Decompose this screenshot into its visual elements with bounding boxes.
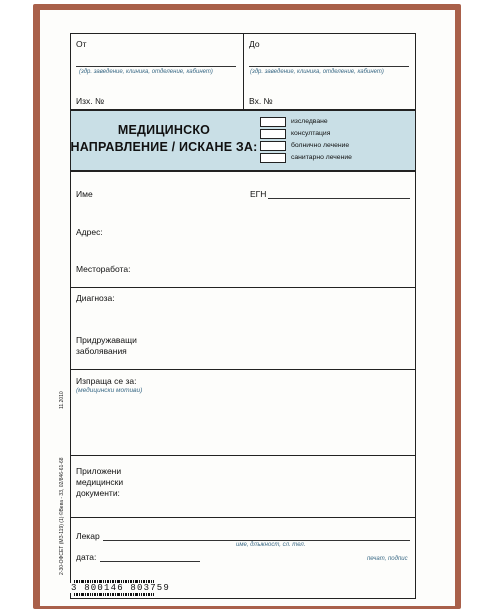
stamp-hint: печат, подпис bbox=[367, 556, 408, 562]
to-label: До bbox=[249, 39, 260, 49]
egn-line[interactable] bbox=[268, 198, 410, 199]
doctor-label: Лекар bbox=[76, 531, 100, 541]
option-hospital-treatment: болнично лечение bbox=[291, 142, 350, 149]
comorbid-label-line2: заболявания bbox=[76, 346, 127, 356]
incoming-number-label: Вх. № bbox=[249, 96, 273, 106]
from-line[interactable] bbox=[76, 66, 236, 67]
date-line[interactable] bbox=[100, 561, 200, 562]
sent-for-label: Изпраща се за: bbox=[76, 376, 137, 386]
from-hint: (здр. заведение, клиника, отделение, кабинет) bbox=[79, 69, 213, 75]
attached-label-line2: медицински bbox=[76, 477, 124, 487]
checkbox-sanatorium-treatment[interactable] bbox=[260, 153, 286, 163]
printer-imprint: 2-30-ОФСЕТ (МЗ-119) (1) ©Вева - 33, 02/846-61-68 bbox=[59, 457, 65, 575]
form-title-line2: НАПРАВЛЕНИЕ / ИСКАНЕ ЗА: bbox=[70, 140, 258, 154]
checkbox-hospital-treatment[interactable] bbox=[260, 141, 286, 151]
header-divider bbox=[243, 33, 244, 110]
form-title bbox=[70, 122, 258, 156]
option-sanatorium-treatment: санитарно лечение bbox=[291, 154, 352, 161]
comorbid-label-line1: Придружаващи bbox=[76, 335, 137, 345]
doctor-line[interactable] bbox=[103, 540, 410, 541]
to-hint: (здр. заведение, клиника, отделение, кабинет) bbox=[250, 69, 384, 75]
divider-after-comorbid bbox=[70, 369, 416, 370]
egn-label: ЕГН bbox=[250, 189, 267, 199]
outgoing-number-label: Изх. № bbox=[76, 96, 105, 106]
attached-label-line1: Приложени bbox=[76, 466, 122, 476]
name-label: Име bbox=[76, 189, 93, 199]
option-examination: изследване bbox=[291, 118, 328, 125]
edition-code: 11.2010 bbox=[59, 391, 65, 409]
divider-after-sent-for bbox=[70, 455, 416, 456]
address-label: Адрес: bbox=[76, 227, 103, 237]
option-consultation: консултация bbox=[291, 130, 331, 137]
date-label: дата: bbox=[76, 552, 97, 562]
attached-label-line3: документи: bbox=[76, 488, 120, 498]
checkbox-consultation[interactable] bbox=[260, 129, 286, 139]
divider-after-attached bbox=[70, 517, 416, 518]
barcode-digits: 3 800146 803759 bbox=[71, 583, 171, 593]
divider-after-workplace bbox=[70, 287, 416, 288]
from-label: От bbox=[76, 39, 87, 49]
checkbox-examination[interactable] bbox=[260, 117, 286, 127]
sent-for-hint: (медицински мотиви) bbox=[76, 387, 143, 394]
to-line[interactable] bbox=[249, 66, 409, 67]
diagnosis-label: Диагноза: bbox=[76, 293, 115, 303]
doctor-hint: име, длъжност, сл. тел. bbox=[236, 542, 306, 548]
workplace-label: Месторабота: bbox=[76, 264, 131, 274]
form-title-line1: МЕДИЦИНСКО bbox=[117, 123, 211, 137]
